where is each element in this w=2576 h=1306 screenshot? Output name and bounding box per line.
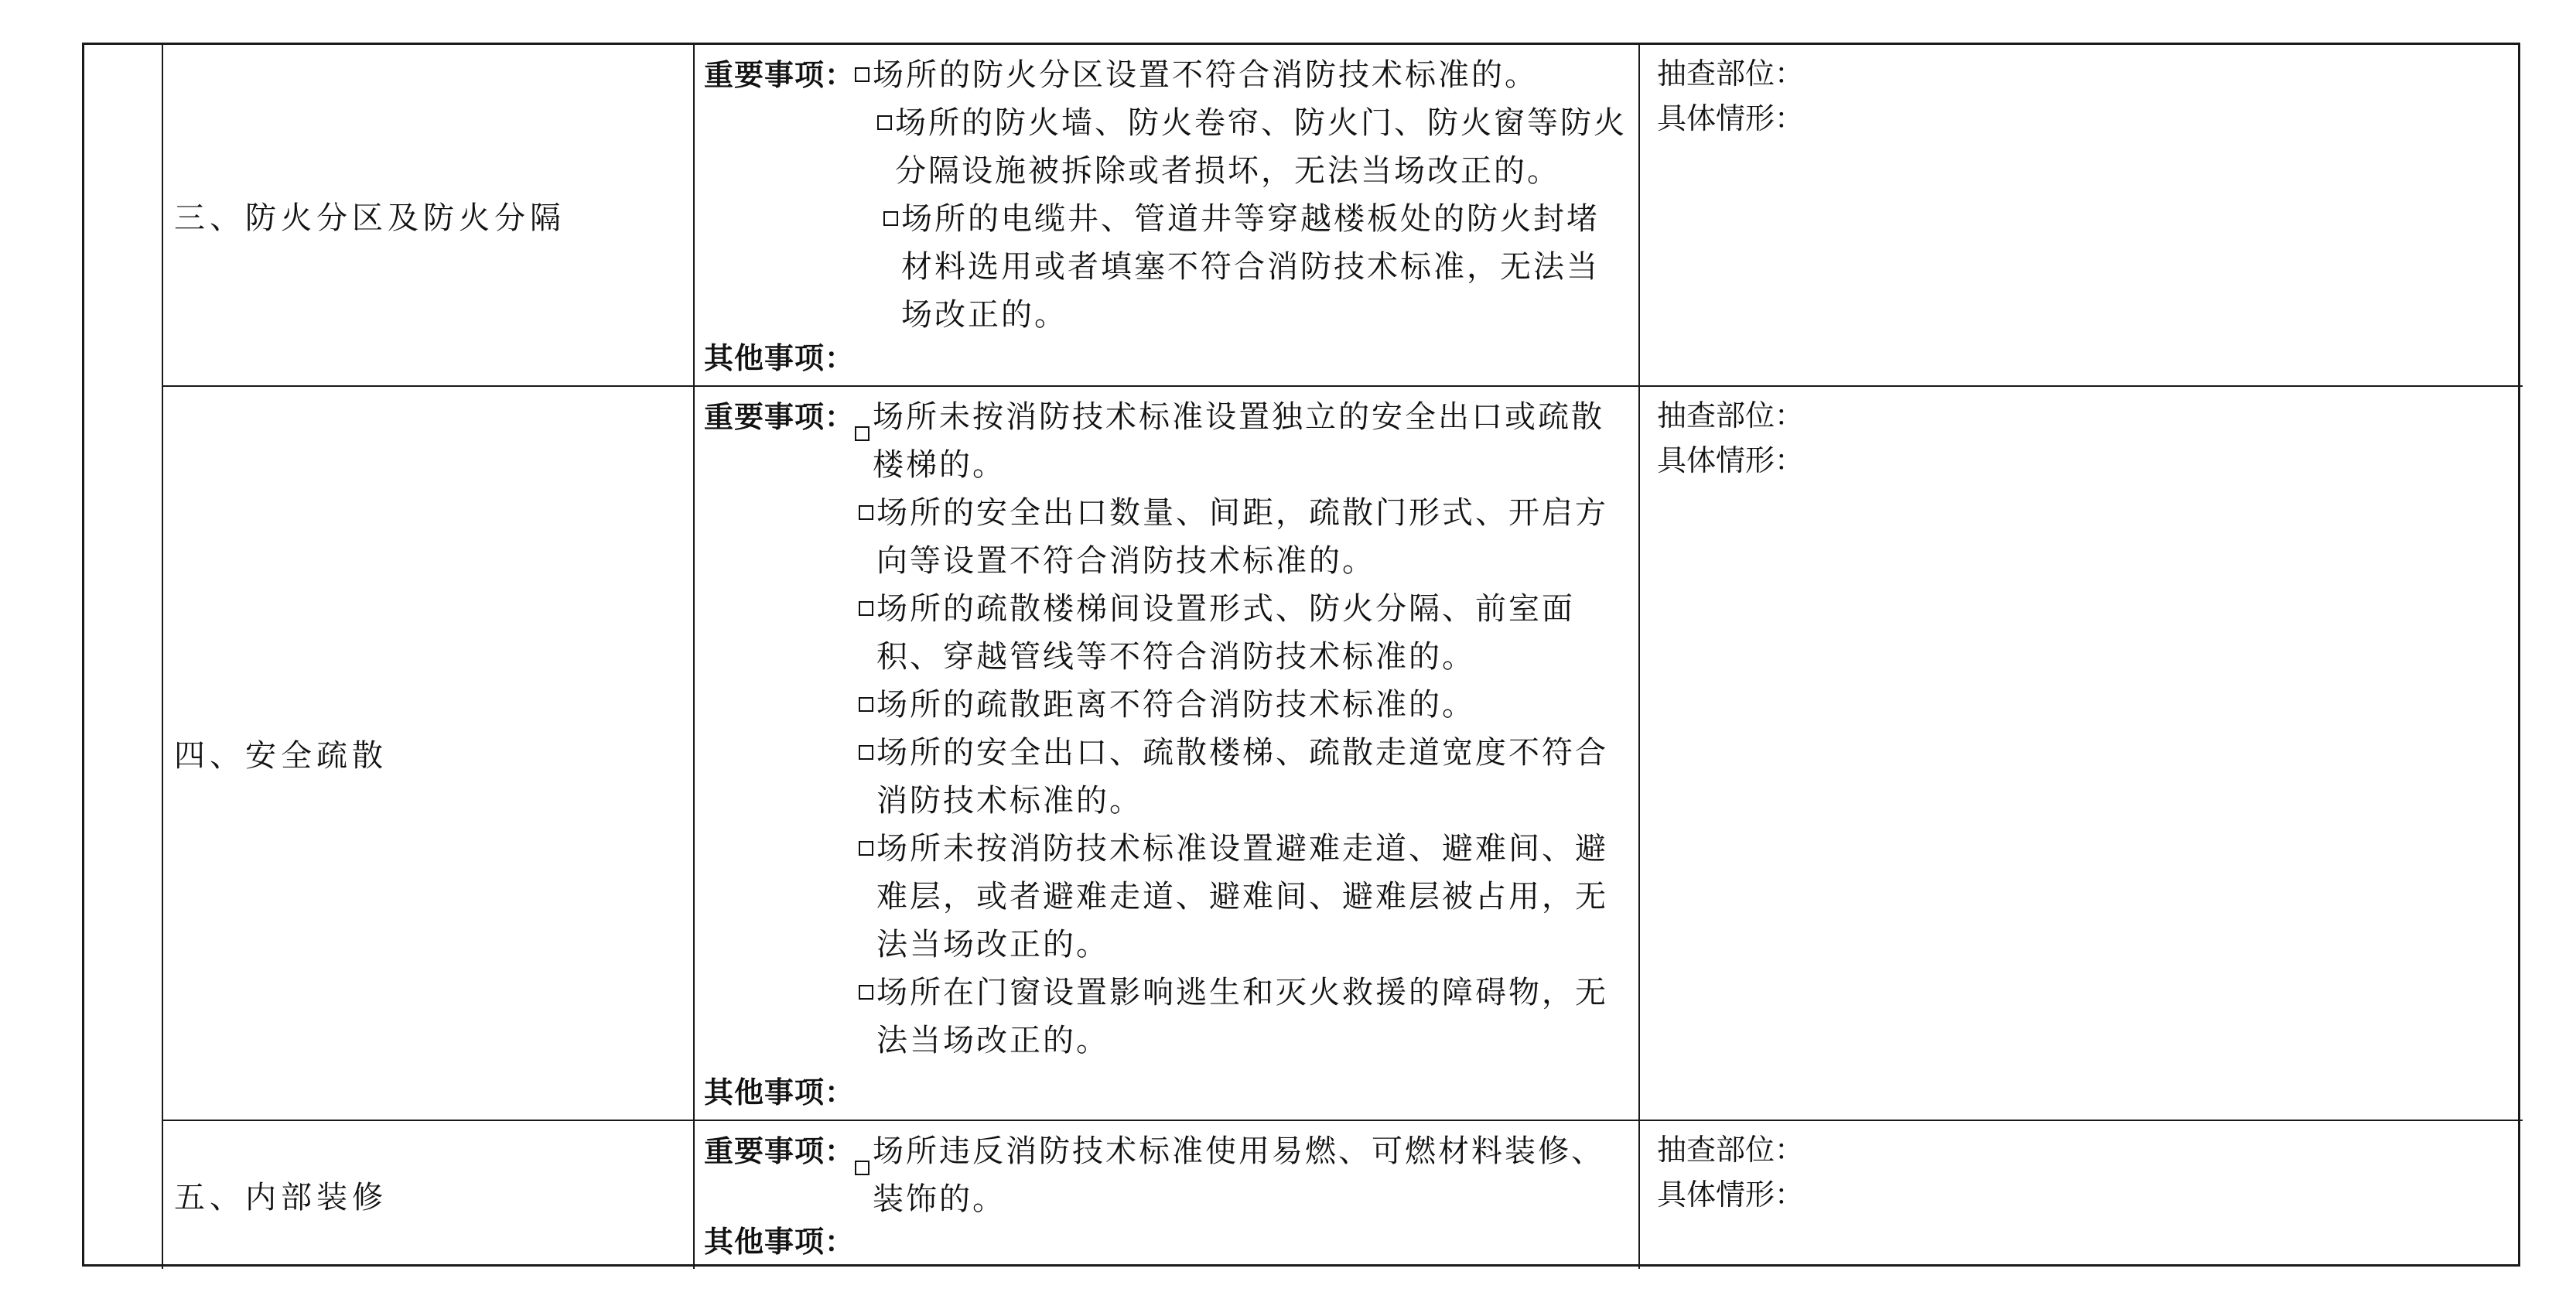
- list-item: 场所的疏散楼梯间设置形式、防火分隔、前室面积、穿越管线等不符合消防技术标准的。: [859, 585, 1631, 681]
- specific-situation-label: 具体情形：: [1657, 1178, 1805, 1212]
- important-items-heading: [704, 1127, 1631, 1223]
- checkbox-icon[interactable]: [855, 1161, 869, 1175]
- other-items-label: 其他事项：: [704, 1225, 856, 1259]
- category-cell: [163, 1121, 695, 1269]
- checkbox-icon[interactable]: [859, 745, 873, 760]
- items-cell: [695, 45, 1640, 387]
- other-items-label: 其他事项：: [704, 1075, 856, 1109]
- category-cell: [163, 45, 695, 387]
- checkbox-icon[interactable]: [859, 841, 873, 856]
- checkbox-icon[interactable]: [877, 115, 892, 130]
- items-cell: [695, 1121, 1640, 1269]
- check-location-label: 抽查部位：: [1657, 1133, 1805, 1167]
- checkbox-icon[interactable]: [855, 426, 869, 441]
- list-item: 场所的安全出口、疏散楼梯、疏散走道宽度不符合消防技术标准的。: [859, 729, 1631, 825]
- other-items-label: 其他事项：: [704, 341, 856, 375]
- list-item: 场所的防火墙、防火卷帘、防火门、防火窗等防火分隔设施被拆除或者损坏，无法当场改正的。: [877, 99, 1631, 195]
- index-column: [84, 45, 163, 1269]
- list-item: 场所在门窗设置影响逃生和灭火救援的障碍物，无法当场改正的。: [859, 969, 1631, 1065]
- checkbox-icon[interactable]: [883, 211, 898, 226]
- important-label: 重要事项：: [704, 58, 856, 92]
- category-label: 三、防火分区及防火分隔: [174, 200, 565, 236]
- check-cell[interactable]: [1640, 1121, 2523, 1269]
- important-label: 重要事项：: [704, 400, 856, 434]
- check-cell[interactable]: [1640, 387, 2523, 1121]
- list-item: 场所违反消防技术标准使用易燃、可燃材料装修、装饰的。: [855, 1127, 1631, 1223]
- list-item: 场所的防火分区设置不符合消防技术标准的。: [855, 51, 1538, 99]
- list-item: 场所的疏散距离不符合消防技术标准的。: [859, 681, 1631, 729]
- items-cell: [695, 387, 1640, 1121]
- list-item: 场所的安全出口数量、间距，疏散门形式、开启方向等设置不符合消防技术标准的。: [859, 489, 1631, 585]
- category-label: 四、安全疏散: [174, 738, 388, 774]
- checkbox-icon[interactable]: [855, 67, 869, 82]
- check-cell[interactable]: [1640, 45, 2523, 387]
- list-item: 场所的电缆井、管道井等穿越楼板处的防火封堵材料选用或者填塞不符合消防技术标准，无法当场改正的。: [883, 195, 1631, 339]
- important-items-heading: [704, 51, 1631, 99]
- checkbox-icon[interactable]: [859, 697, 873, 712]
- checkbox-icon[interactable]: [859, 985, 873, 1000]
- inspection-table: [82, 43, 2520, 1267]
- category-label: 五、内部装修: [174, 1180, 388, 1215]
- category-cell: [163, 387, 695, 1121]
- check-location-label: 抽查部位：: [1657, 56, 1805, 91]
- specific-situation-label: 具体情形：: [1657, 443, 1805, 477]
- specific-situation-label: 具体情形：: [1657, 101, 1805, 135]
- important-items-heading: [704, 393, 1631, 489]
- check-location-label: 抽查部位：: [1657, 398, 1805, 432]
- checkbox-icon[interactable]: [859, 601, 873, 616]
- important-label: 重要事项：: [704, 1134, 856, 1168]
- list-item: 场所未按消防技术标准设置避难走道、避难间、避难层，或者避难走道、避难间、避难层被占用，无法当场改正的。: [859, 825, 1631, 969]
- checkbox-icon[interactable]: [859, 505, 873, 520]
- list-item: 场所未按消防技术标准设置独立的安全出口或疏散楼梯的。: [855, 393, 1631, 489]
